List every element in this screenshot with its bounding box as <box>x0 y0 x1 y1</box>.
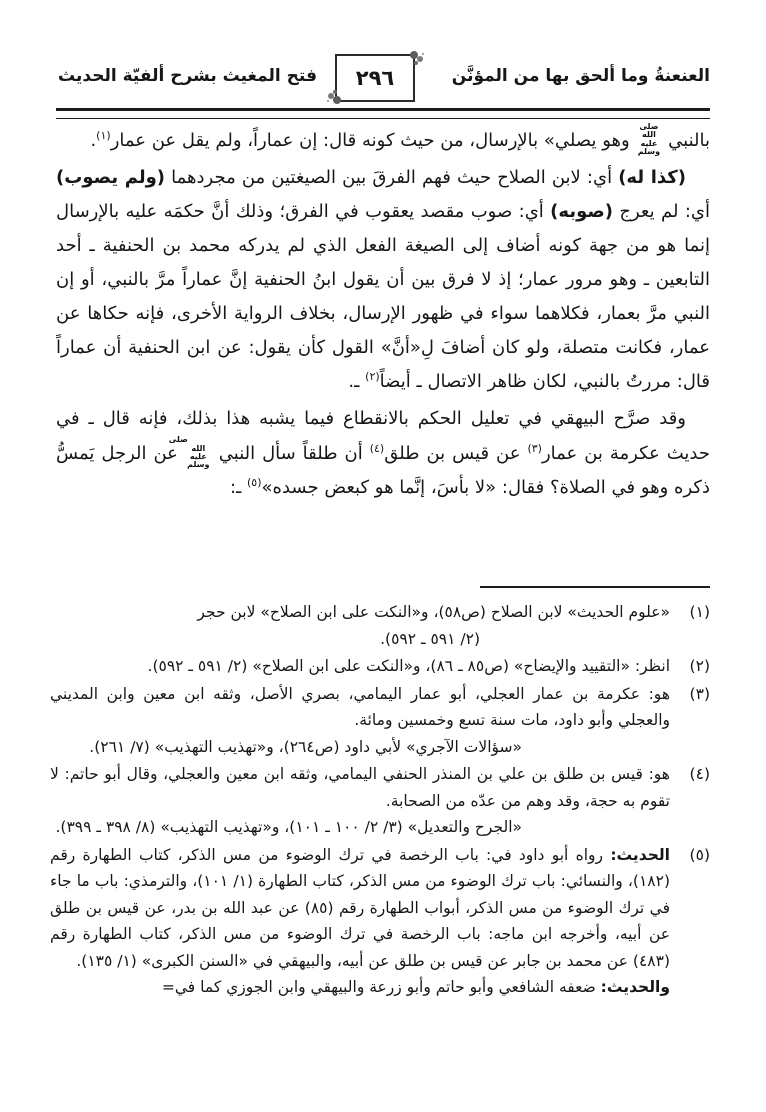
text-run: أن طلقاً سأل النبي <box>211 443 370 465</box>
text-run: ـ: <box>229 477 247 499</box>
footnote-number: (٤) <box>689 765 710 783</box>
text-run: وهو يصلي» بالإرسال، من حيث كونه قال: إن عماراً، ولم يقل عن عمار <box>110 130 636 152</box>
text-run: هو: قيس بن طلق بن علي بن المنذر الحنفي اليمامي، وثقه ابن معين والعجلي، وقال أبو حاتم: لا تقوم به حجة، وقد وهم من عدّه من الصحابة. <box>50 765 670 810</box>
text-run: هو: عكرمة بن عمار العجلي، أبو عمار اليمامي، بصري الأصل، وثقه ابن معين وابن المديني والعجلي وأبو داود، مات سنة تسع وخمسين ومائة. <box>50 684 670 729</box>
footnote-ref: (٣) <box>527 442 542 456</box>
footnote-text <box>50 681 670 734</box>
text-run: بالنبي <box>662 130 710 152</box>
footnote-citation-line <box>50 814 522 841</box>
footnote-body <box>50 842 670 1001</box>
text-run: أي: لابن الصلاح حيث فهم الفرقَ بين الصيغتين من مجردهما <box>165 167 619 189</box>
footnote-ref: (٥) <box>247 476 262 490</box>
footnote-text <box>50 761 670 814</box>
footnote-number: (٥) <box>689 845 710 864</box>
footnote-citation-line <box>50 626 480 653</box>
text-run: رواه أبو داود في: باب الرخصة في ترك الوضوء من مس الذكر، كتاب الطهارة رقم (١٨٢)، والنسائي: باب ترك الوضوء من مس الذكر، كتاب الطهارة (١/ ١٠١)، والترمذي: باب ما جاء في ترك الوضوء من مس الذكر، أبواب الطهارة رقم (٨٥) عن عبد الله بن بدر، عن قيس بن طلق عن أبيه، وأخرجه ابن ماجه: باب الرخصة في ترك الوضوء من مس الذكر، كتاب الطهارة رقم (٤٨٣) عن محمد بن جابر عن قيس بن طلق عن أبيه، والبيهقي في «السنن الكبرى» (١/ ١٣٥). <box>50 845 670 970</box>
text-run: (ولم يصوب) <box>56 167 166 189</box>
page-number: ٢٩٦ <box>355 66 395 90</box>
salla-honorific: صلى الله عليه وسلم <box>168 435 210 470</box>
footnote-number: (٢) <box>689 657 710 675</box>
body-paragraph <box>56 161 710 399</box>
footnote-item <box>50 681 710 761</box>
floral-ornament-icon <box>333 96 341 104</box>
text-run: ضعفه الشافعي وأبو حاتم وأبو زرعة والبيهقي وابن الجوزي كما في= <box>161 978 601 996</box>
footnote-text <box>50 599 670 626</box>
salla-honorific: صلى الله عليه وسلم <box>637 122 661 157</box>
footnote-body <box>50 681 670 761</box>
text-run: «الجرح والتعديل» (٣/ ٢/ ١٠٠ ـ ١٠١)، و«تهذيب التهذيب» (٨/ ٣٩٨ ـ ٣٩٩). <box>55 818 522 836</box>
footnote-ref: (٢) <box>365 370 380 384</box>
text-run: والحديث: <box>600 978 670 996</box>
footnote-item <box>50 653 710 680</box>
footnote-ref: (٤) <box>369 442 385 456</box>
footnotes <box>50 599 710 1002</box>
text-run: ـ. <box>348 371 366 393</box>
text-run: الحديث: <box>610 845 670 864</box>
text-run: . <box>90 130 97 152</box>
page-number-box <box>335 54 415 102</box>
running-header <box>56 52 710 108</box>
body-paragraph <box>56 123 710 158</box>
footnote-text <box>50 974 670 1001</box>
text-run: (٢/ ٥٩١ ـ ٥٩٢). <box>380 629 480 648</box>
text-run: (صوبه) <box>550 201 613 223</box>
footnote-item <box>50 842 710 1001</box>
footnote-number: (١) <box>689 603 710 621</box>
footnote-text <box>50 842 670 975</box>
footnote-body <box>50 653 670 680</box>
footnote-number: (٣) <box>689 684 710 703</box>
section-title: العنعنةُ وما ألحق بها من المؤنَّن <box>451 66 710 86</box>
text-run: «سؤالات الآجري» لأبي داود (ص٢٦٤)، و«تهذيب التهذيب» (٧/ ٢٦١). <box>89 737 522 756</box>
text-run: عن الرجل يَمسُّ ذكره وهو في الصلاة؟ فقال: «لا بأسَ، إنَّما هو كبعض جسده» <box>56 443 710 499</box>
main-text <box>56 123 710 508</box>
floral-ornament-icon <box>410 51 418 59</box>
footnote-body <box>50 599 670 652</box>
footnote-citation-line <box>50 734 522 761</box>
text-run: أي: لم يعرج <box>612 201 711 223</box>
footnote-body <box>50 761 670 841</box>
text-run: انظر: «التقييد والإيضاح» (ص٨٥ ـ ٨٦)، و«النكت على ابن الصلاح» (٢/ ٥٩١ ـ ٥٩٢). <box>147 657 670 675</box>
footnote-item <box>50 599 710 652</box>
text-run: عن قيس بن طلق <box>384 443 528 465</box>
body-paragraph <box>56 402 710 505</box>
header-divider <box>56 108 710 119</box>
text-run: أي: صوب مقصد يعقوب في الفرق؛ وذلك أنَّ حكمَه عليه بالإرسال إنما هو من جهة كونه أضاف إلى الصيغة الفعل الذي لم يدركه محمد بن الحنفية ـ أحد التابعين ـ وهو مرور عمار؛ إذ لا فرق بين أن يقول ابنُ الحنفية إنَّ عماراً مرَّ بالنبي، أو إن النبي مرَّ بعمار، فكلاهما سواء في ظهور الإرسال، بخلاف الرواية الأخرى، فإنه حكاها عن عمار، فكانت متصلة، ولو كان أضافَ لِ«أنَّ» القول كأن يقول: عن ابن الحنفية أن عماراً قال: مررتُ بالنبي، لكان ظاهر الاتصال ـ أيضاً <box>56 201 710 393</box>
footnote-item <box>50 761 710 841</box>
footnote-text <box>50 653 670 680</box>
text-run: وقد صرَّح البيهقي في تعليل الحكم بالانقطاع فيما يشبه هذا بذلك، فإنه قال ـ في حديث عكرمة بن عمار <box>56 408 710 465</box>
text-run: «علوم الحديث» لابن الصلاح (ص٥٨)، و«النكت على ابن الصلاح» لابن حجر <box>197 603 670 621</box>
book-title: فتح المغيث بشرح ألفيّة الحديث <box>58 66 318 86</box>
text-run: (كذا له) <box>618 167 686 189</box>
footnote-divider <box>480 586 710 588</box>
footnote-ref: (١) <box>96 129 111 143</box>
